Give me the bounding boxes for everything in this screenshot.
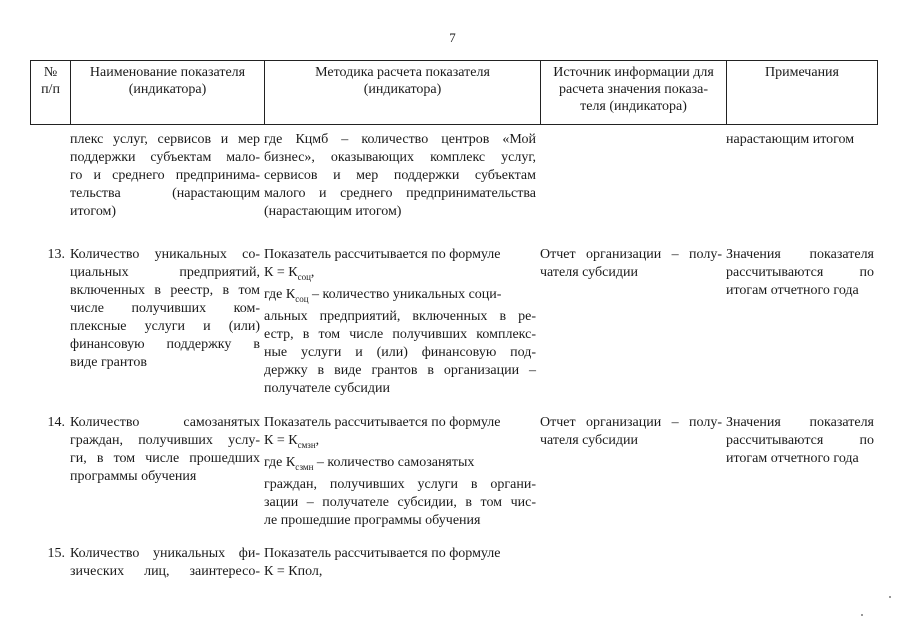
header-number: № п/п xyxy=(31,61,71,125)
page-number: 7 xyxy=(449,30,456,45)
header-indicator-name: Наименование показателя (индикатора) xyxy=(71,61,265,125)
calculation-method: где Кцмб – количество центров «Мой бизнес», оказывающих комплекс услуг, сервисов и мер поддержки субъектам малого и среднего предпринимательства (нарастающим итогом) xyxy=(264,132,536,219)
indicator-name: плекс услуг, сервисов и мер поддержки субъектам мало- го и среднего предпринима- тельства (нарастающим итогом) xyxy=(70,132,260,219)
header-information-source: Источник информации для расчета значения показа- теля (индикатора) xyxy=(541,61,727,125)
calculation-method: Показатель рассчитывается по формуле К = Кпол, xyxy=(264,546,501,579)
information-source: Отчет организации – полу- чателя субсидии xyxy=(540,415,722,448)
scan-speck xyxy=(889,596,891,598)
calculation-method: Показатель рассчитывается по формуле $К = К_{смзн}$, где $К_{сзмн}$ – количество самозанятых граждан, получивших услуги в органи- зации – получателе субсидии, в том чис- ле прошедшие программы обучения xyxy=(264,415,536,528)
header-notes: Примечания xyxy=(727,61,878,125)
calculation-method: Показатель рассчитывается по формуле $К = К_{соц}$, где $К_{соц}$ – количество уникальных соци- альных предприятий, включенных в ре- естр, в том числе получивших комплекс- ные услуги и (или) финансовую под- держку в виде грантов в организации – получателе субсидии xyxy=(264,247,536,396)
header-calculation-method: Методика расчета показателя (индикатора) xyxy=(265,61,541,125)
information-source: Отчет организации – полу- чателя субсидии xyxy=(540,247,722,280)
notes: нарастающим итогом xyxy=(726,132,855,147)
indicator-name: Количество уникальных со- циальных предприятий, включенных в реестр, в том числе получивших ком- плексные услуги и (или) финансовую поддержку в виде грантов xyxy=(70,247,260,370)
notes: Значения показателя рассчитываются по итогам отчетного года xyxy=(726,247,874,298)
row-number: 14. xyxy=(47,415,65,430)
notes: Значения показателя рассчитываются по итогам отчетного года xyxy=(726,415,874,466)
scan-speck xyxy=(861,614,863,616)
row-number: 15. xyxy=(47,546,65,561)
indicator-table-header xyxy=(30,60,878,125)
indicator-name: Количество самозанятых граждан, получивших услу- ги, в том числе прошедших программы обучения xyxy=(70,415,260,484)
indicator-name: Количество уникальных фи- зических лиц, заинтересо- xyxy=(70,546,260,579)
row-number: 13. xyxy=(47,247,65,262)
